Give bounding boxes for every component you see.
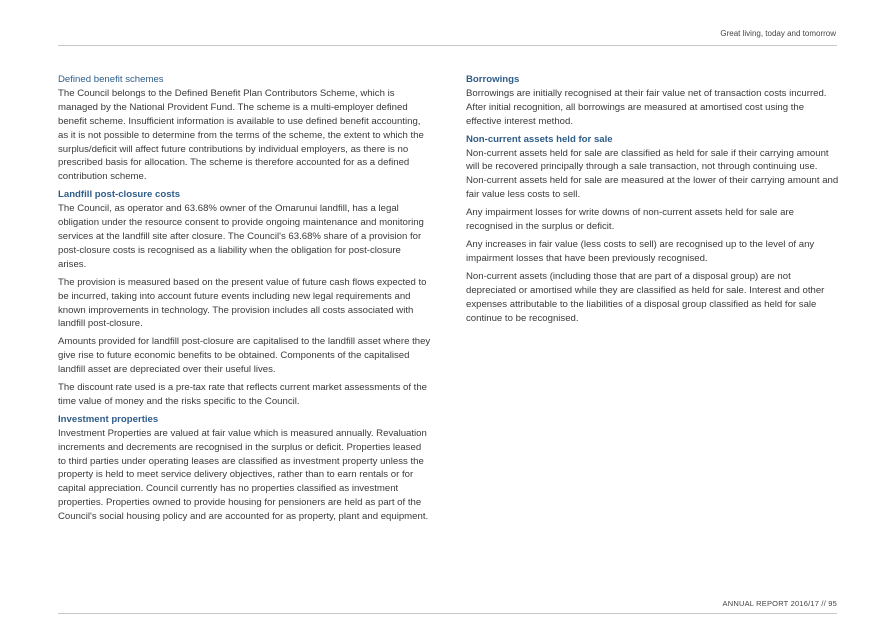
noncurrent-paragraph-4: Non-current assets (including those that are part of a disposal group) are not depreciated or amortised while they are classified as held for sale. Interest and other expenses attributable to the liabilities of a disposal group classified as held for sale continue to be recognised. [466,270,825,324]
investment-text: Investment Properties are valued at fair value which is measured annually. Revaluation increments and decrements are recognised in the surplus or deficit. Properties leased to third parties under operating leases are classified as investment property unless the property is held to meet service delivery objectives, rather than to earn rentals or for capital appreciation. Council currently has no properties classified as investment properties. Properties owned to provide housing for pensioners are held as part of the Council's social housing policy and are accounted for as property, plant and equipment. [58,427,429,523]
noncurrent-paragraph-1: Non-current assets held for sale are classified as held for sale if their carrying amount will be recovered principally through a sale transaction, not through continuing use. Non-current assets held for sale are measured at the lower of their carrying amount and fair value less costs to sell. [466,147,839,201]
defined-benefit-text: The Council belongs to the Defined Benefit Plan Contributors Scheme, which is managed by the National Provident Fund. The scheme is a multi-employer defined benefit scheme. Insufficient information is available to use defined benefit accounting, as it is not possible to determine from the terms of the scheme, the extent to which the surplus/deficit will affect future contributions by individual employers, as there is no prescribed basis for allocation. The scheme is therefore accounted for as a defined contribution scheme. [58,87,424,183]
noncurrent-paragraph-2: Any impairment losses for write downs of non-current assets held for sale are recognised in the surplus or deficit. [466,207,794,233]
landfill-section [58,188,431,409]
defined-benefit-section [58,73,431,184]
right-column [466,73,840,329]
borrowings-section [466,73,840,129]
landfill-paragraph-1: The Council, as operator and 63.68% owner of the Omarunui landfill, has a legal obligation under the resource consent to provide ongoing maintenance and monitoring services at the landfill site after closure. The Council's 63.68% share of a provision for post-closure costs is recognised as a liability when the obligation for post-closure arises. [58,203,424,270]
header-tagline: Great living, today and tomorrow [720,29,836,38]
landfill-paragraph-4: The discount rate used is a pre-tax rate that reflects current market assessments of the time value of money and the risks specific to the Council. [58,382,427,407]
noncurrent-heading: Non-current assets held for sale [466,133,613,145]
borrowings-text: Borrowings are initially recognised at their fair value net of transaction costs incurred. After initial recognition, all borrowings are measured at amortised cost using the effective interest method. [466,87,827,127]
borrowings-heading: Borrowings [466,74,520,85]
investment-heading: Investment properties [58,413,159,425]
landfill-heading: Landfill post-closure costs [58,189,181,201]
investment-section [58,413,431,524]
defined-benefit-heading: Defined benefit schemes [58,74,164,85]
landfill-paragraph-3: Amounts provided for landfill post-closure are capitalised to the landfill asset where they give rise to future economic benefits to be obtained. Components of the capitalised landfill asset are depreciated over their useful lives. [58,336,431,376]
left-column [58,73,431,528]
landfill-paragraph-2: The provision is measured based on the present value of future cash flows expected to be incurred, taking into account future events including new legal requirements and known improvements in technology. The provision includes all costs associated with landfill post-closure. [58,276,427,330]
noncurrent-section [466,133,840,326]
footer-divider [58,613,837,614]
page-footer: ANNUAL REPORT 2016/17 // 95 [722,599,837,608]
noncurrent-paragraph-3: Any increases in fair value (less costs to sell) are recognised up to the level of any impairment losses that have been previously recognised. [466,238,815,264]
header-divider [58,45,837,46]
